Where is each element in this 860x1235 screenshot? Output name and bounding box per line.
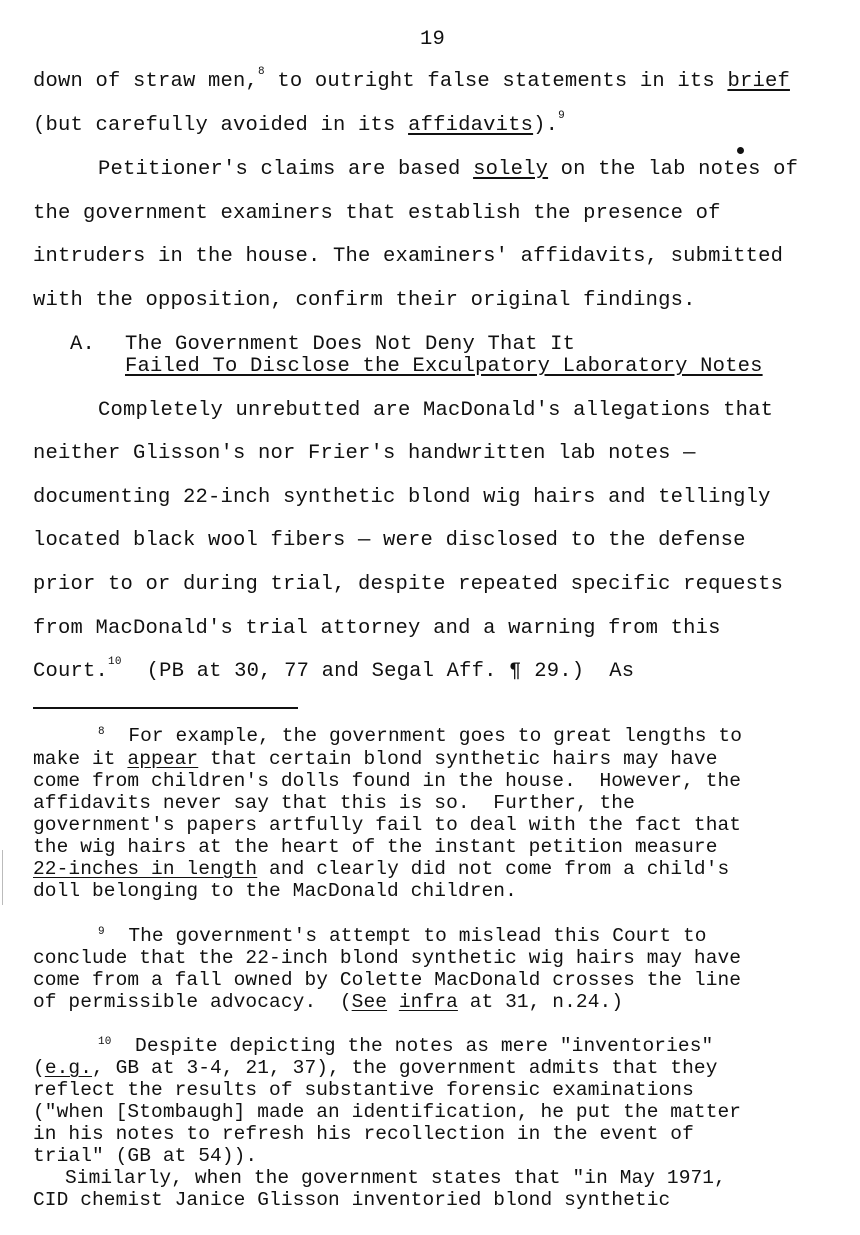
text: at 31, n.24.) xyxy=(457,991,624,1013)
section-heading-line1: The Government Does Not Deny That It xyxy=(125,333,576,356)
footnote-separator xyxy=(33,707,298,709)
footnote-8-line: the wig hairs at the heart of the instant petition measure xyxy=(33,836,718,858)
text: (PB at 30, 77 and Segal Aff. ¶ 29.) As xyxy=(121,660,635,683)
scan-dot-mark xyxy=(737,147,744,154)
emphasis-22-inches: 22-inches in length xyxy=(33,858,258,880)
emphasis-brief: brief xyxy=(727,70,790,93)
footnote-9-line: come from a fall owned by Colette MacDonald crosses the line xyxy=(33,969,742,991)
footnote-8-line: affidavits never say that this is so. Further, the xyxy=(33,792,635,814)
body-line: prior to or during trial, despite repeated specific requests xyxy=(33,573,784,596)
body-line xyxy=(33,66,790,93)
body-line: located black wool fibers — were disclosed to the defense xyxy=(33,529,746,552)
text: make it xyxy=(33,748,128,770)
citation-see: See xyxy=(351,991,388,1013)
footnote-ref-10[interactable]: 10 xyxy=(108,656,122,668)
footnote-8-line xyxy=(33,858,729,880)
footnote-10-line: trial" (GB at 54)). xyxy=(33,1145,258,1167)
footnote-10-line: in his notes to refresh his recollection in the event of xyxy=(33,1123,694,1145)
scan-margin-mark xyxy=(2,850,3,905)
footnote-8-line: doll belonging to the MacDonald children. xyxy=(33,880,517,902)
footnote-9-line xyxy=(33,991,623,1013)
footnote-9-line xyxy=(98,925,707,947)
body-line: neither Glisson's nor Frier's handwritten lab notes — xyxy=(33,442,696,465)
text: Court. xyxy=(33,660,109,683)
page-number: 19 xyxy=(420,28,446,51)
text: (but carefully avoided in its xyxy=(33,114,409,137)
footnote-10-line: CID chemist Janice Glisson inventoried blond synthetic xyxy=(33,1189,671,1211)
footnote-ref-8[interactable]: 8 xyxy=(258,66,265,78)
text: ). xyxy=(533,114,559,137)
text: and clearly did not come from a child's xyxy=(257,858,730,880)
text: on the lab notes of xyxy=(548,158,799,181)
emphasis-appear: appear xyxy=(127,748,199,770)
text: of permissible advocacy. ( xyxy=(33,991,352,1013)
text: Petitioner's claims are based xyxy=(98,158,474,181)
text: ( xyxy=(33,1057,45,1079)
text: , GB at 3-4, 21, 37), the government admits that they xyxy=(92,1057,718,1079)
footnote-8-line xyxy=(98,725,742,747)
citation-infra: infra xyxy=(398,991,458,1013)
citation-eg: e.g. xyxy=(44,1057,93,1079)
body-line: with the opposition, confirm their original findings. xyxy=(33,289,696,312)
footnote-9-line: conclude that the 22-inch blond synthetic wig hairs may have xyxy=(33,947,742,969)
text: to outright false statements in its xyxy=(264,70,728,93)
footnote-10-line: Similarly, when the government states that "in May 1971, xyxy=(65,1167,726,1189)
text: down of straw men, xyxy=(33,70,259,93)
footnote-10-line: ("when [Stombaugh] made an identification, he put the matter xyxy=(33,1101,742,1123)
body-line xyxy=(98,158,798,181)
body-line xyxy=(33,656,635,683)
footnote-10-line xyxy=(33,1057,718,1079)
footnote-mark-8: 8 xyxy=(98,726,105,738)
body-line: Completely unrebutted are MacDonald's allegations that xyxy=(98,399,774,422)
text: Despite depicting the notes as mere "inventories" xyxy=(135,1035,714,1057)
body-line xyxy=(33,110,565,137)
section-label: A. xyxy=(70,333,96,356)
footnote-mark-10: 10 xyxy=(98,1036,112,1048)
footnote-ref-9[interactable]: 9 xyxy=(558,110,565,122)
body-line: from MacDonald's trial attorney and a warning from this xyxy=(33,617,721,640)
footnote-8-line: come from children's dolls found in the house. However, the xyxy=(33,770,742,792)
body-line: documenting 22-inch synthetic blond wig hairs and tellingly xyxy=(33,486,771,509)
footnote-8-line xyxy=(33,748,718,770)
text: that certain blond synthetic hairs may have xyxy=(198,748,718,770)
text: The government's attempt to mislead this Court to xyxy=(128,925,707,947)
text xyxy=(387,991,399,1013)
emphasis-solely: solely xyxy=(473,158,549,181)
footnote-mark-9: 9 xyxy=(98,926,105,938)
footnote-10-line xyxy=(98,1035,713,1057)
footnote-8-line: government's papers artfully fail to deal with the fact that xyxy=(33,814,742,836)
text: For example, the government goes to great lengths to xyxy=(128,725,743,747)
emphasis-affidavits: affidavits xyxy=(408,114,534,137)
footnote-10-line: reflect the results of substantive forensic examinations xyxy=(33,1079,694,1101)
section-heading-line2: Failed To Disclose the Exculpatory Laboratory Notes xyxy=(125,355,763,378)
body-line: the government examiners that establish the presence of xyxy=(33,202,721,225)
body-line: intruders in the house. The examiners' affidavits, submitted xyxy=(33,245,784,268)
